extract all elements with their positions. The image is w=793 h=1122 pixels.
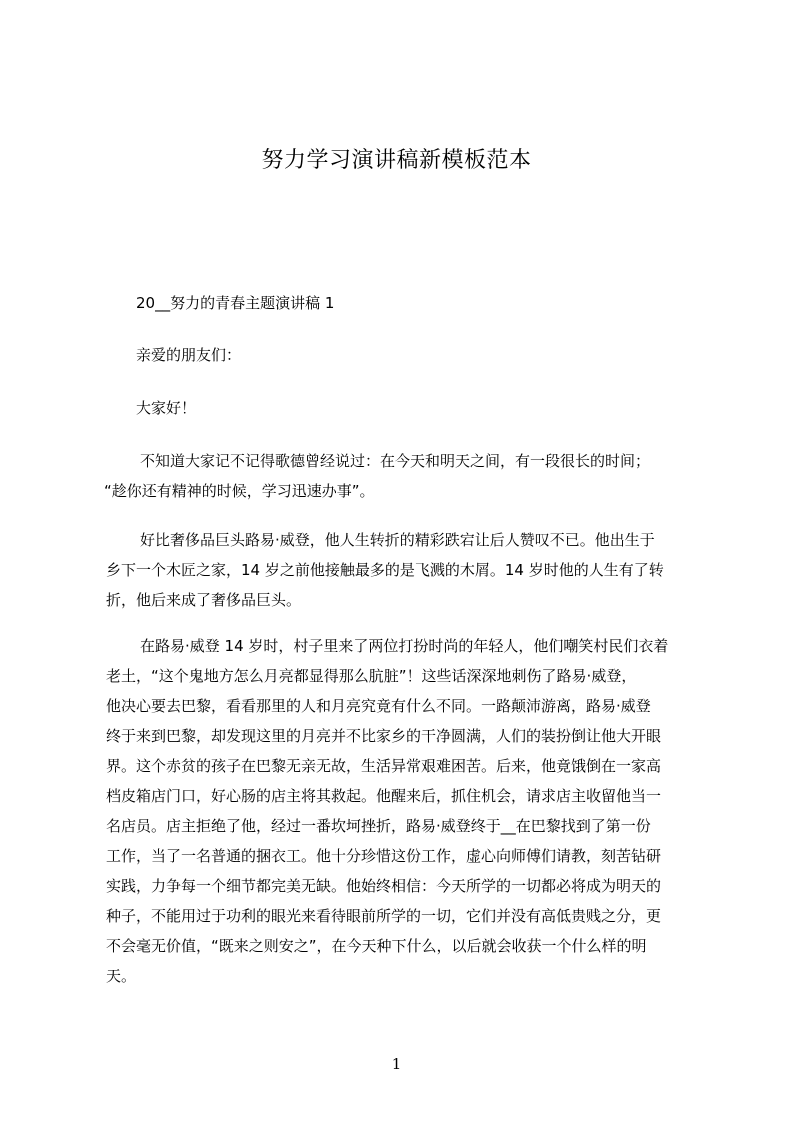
- paragraph-3-line: 种子，不能用过于功利的眼光来看待眼前所学的一切，它们并没有高低贵贱之分，更: [106, 907, 662, 925]
- paragraph-3-line: 天。: [106, 967, 137, 985]
- paragraph-3-line: 档皮箱店门口，好心肠的店主将其救起。他醒来后，抓住机会，请求店主收留他当一: [106, 787, 662, 805]
- paragraph-3-line: 他决心要去巴黎，看看那里的人和月亮究竟有什么不同。一路颠沛游离，路易·威登: [106, 697, 651, 715]
- paragraph-2-line: 乡下一个木匠之家，14 岁之前他接触最多的是飞溅的木屑。14 岁时他的人生有了转: [106, 561, 664, 579]
- paragraph-3-line: 终于来到巴黎，却发现这里的月亮并不比家乡的干净圆满，人们的装扮倒让他大开眼: [106, 727, 662, 745]
- paragraph-3-line: 不会毫无价值，“既来之则安之”，在今天种下什么，以后就会收获一个什么样的明: [106, 937, 647, 955]
- paragraph-2-line: 折，他后来成了奢侈品巨头。: [106, 591, 302, 609]
- paragraph-1-line: “趁你还有精神的时候，学习迅速办事”。: [104, 482, 375, 500]
- speech-subtitle: 20__努力的青春主题演讲稿 1: [136, 294, 335, 312]
- paragraph-1-line: 不知道大家记不记得歌德曾经说过：在今天和明天之间，有一段很长的时间；: [140, 452, 651, 470]
- paragraph-3-line: 老土，“这个鬼地方怎么月亮都显得那么肮脏”！这些话深深地刺伤了路易·威登，: [106, 667, 637, 685]
- document-title: 努力学习演讲稿新模板范本: [261, 148, 532, 173]
- page-number: 1: [391, 1055, 402, 1073]
- paragraph-3-line: 实践，力争每一个细节都完美无缺。他始终相信：今天所学的一切都必将成为明天的: [106, 877, 662, 895]
- paragraph-3-line: 界。这个赤贫的孩子在巴黎无亲无故，生活异常艰难困苦。后来，他竟饿倒在一家高: [106, 757, 662, 775]
- salutation: 亲爱的朋友们：: [136, 346, 242, 364]
- paragraph-3-line: 在路易·威登 14 岁时，村子里来了两位打扮时尚的年轻人，他们嘲笑村民们衣着: [140, 637, 669, 655]
- paragraph-1: [106, 446, 704, 506]
- paragraph-2-line: 好比奢侈品巨头路易·威登，他人生转折的精彩跌宕让后人赞叹不已。他出生于: [140, 531, 655, 549]
- paragraph-3: [106, 631, 704, 991]
- paragraph-2: [106, 525, 704, 615]
- greeting: 大家好！: [136, 399, 197, 417]
- paragraph-3-line: 名店员。店主拒绝了他，经过一番坎坷挫折，路易·威登终于__在巴黎找到了第一份: [106, 817, 651, 835]
- paragraph-3-line: 工作，当了一名普通的捆衣工。他十分珍惜这份工作，虚心向师傅们请教，刻苦钻研: [106, 847, 662, 865]
